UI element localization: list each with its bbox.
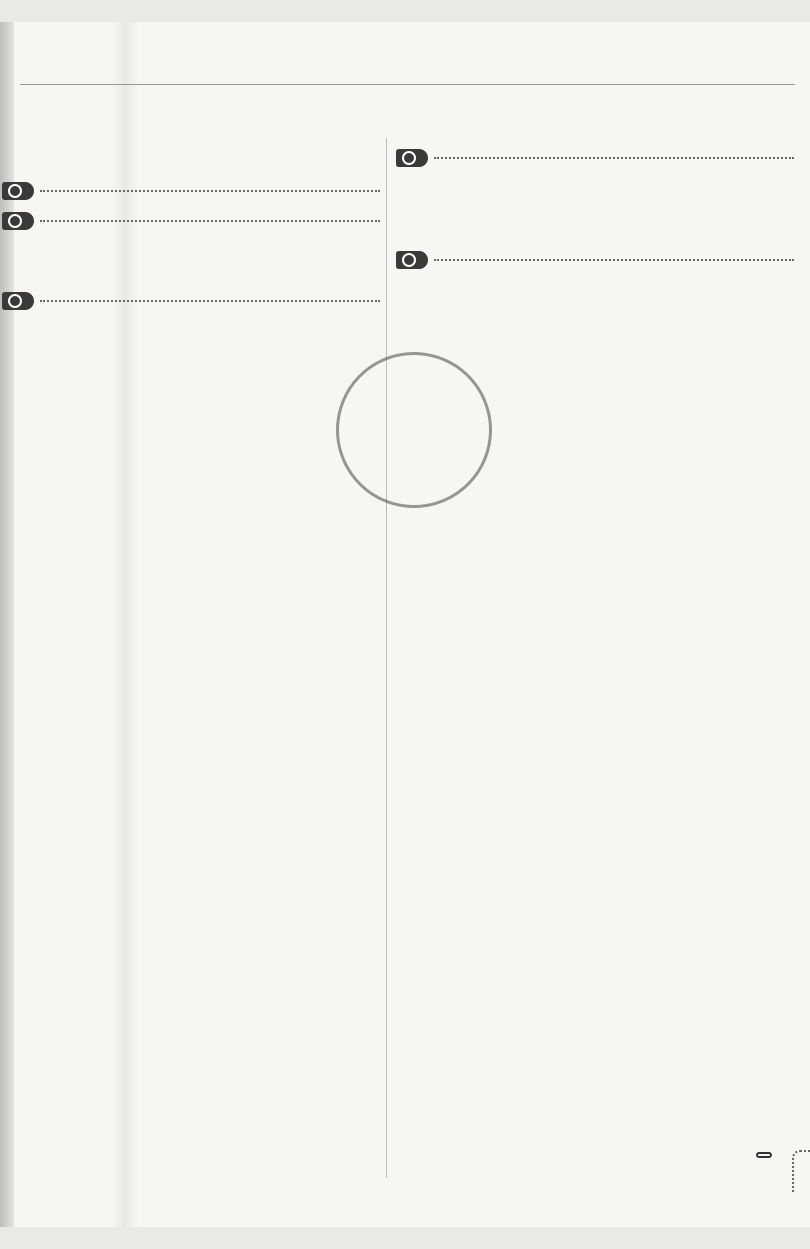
tag-badge <box>396 251 428 269</box>
dotted-rule <box>434 157 794 159</box>
section-title-1-1 <box>2 146 380 167</box>
tag-badge <box>2 182 34 200</box>
tag-literacy <box>396 146 794 170</box>
hand-icon <box>8 214 22 228</box>
dotted-rule <box>40 220 380 222</box>
tag-badge <box>396 149 428 167</box>
tag-error <box>2 209 380 233</box>
dotted-rule <box>40 300 380 302</box>
hand-icon <box>8 184 22 198</box>
section-title-1-2 <box>396 184 794 205</box>
column-divider <box>386 138 387 1178</box>
corner-decoration <box>792 1150 810 1192</box>
dotted-rule <box>40 190 380 192</box>
hand-icon <box>8 294 22 308</box>
tag-badge <box>2 212 34 230</box>
right-column <box>396 140 794 276</box>
dotted-rule <box>434 259 794 261</box>
list-item <box>2 237 380 258</box>
hand-icon <box>402 151 416 165</box>
tag-badge <box>2 292 34 310</box>
subsection-title <box>396 217 794 238</box>
page-number <box>756 1152 772 1158</box>
chapter-title <box>0 100 810 125</box>
note-block <box>2 262 380 283</box>
tag-up <box>2 289 380 313</box>
left-column <box>2 140 380 317</box>
tag-basic <box>2 179 380 203</box>
tag-basic-2 <box>396 248 794 272</box>
hand-icon <box>402 253 416 267</box>
header-rule <box>20 84 795 85</box>
